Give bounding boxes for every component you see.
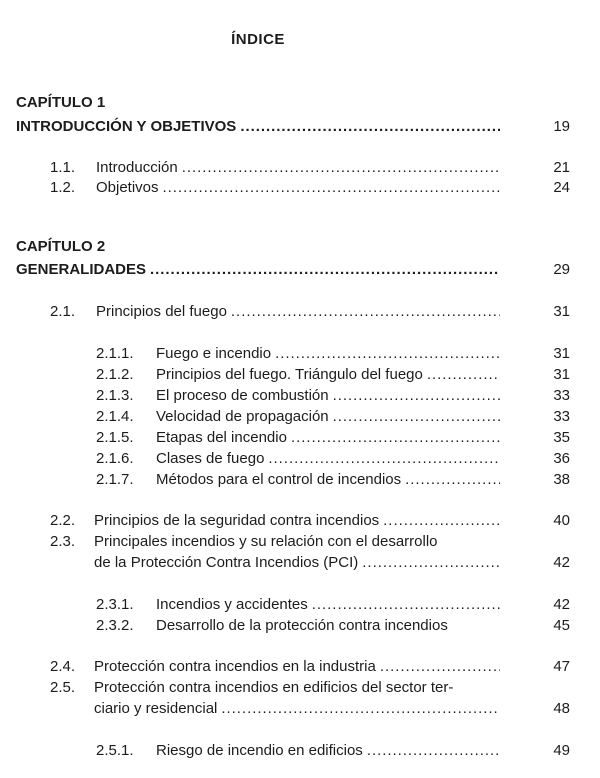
dot-leader	[333, 386, 500, 406]
section-title-line-2: ciario y residencial	[94, 700, 218, 717]
dot-leader	[163, 178, 500, 198]
toc-row	[96, 386, 570, 406]
dot-leader	[291, 428, 500, 448]
toc-row	[96, 616, 570, 636]
subsection-title: Velocidad de propagación	[156, 408, 329, 425]
dot-leader	[275, 344, 500, 364]
page-number: 38	[553, 471, 570, 488]
chapter-2-label: CAPÍTULO 2	[16, 238, 106, 255]
toc-entry	[94, 553, 500, 573]
toc-row	[96, 407, 570, 427]
subsection-number: 2.5.1.	[96, 742, 134, 759]
toc-entry	[156, 616, 500, 636]
subsection-title: Riesgo de incendio en edificios	[156, 742, 363, 759]
toc-entry	[156, 428, 500, 448]
dot-leader	[333, 407, 500, 427]
subsection-title: Desarrollo de la protección contra incendios	[156, 617, 448, 634]
toc-row	[96, 741, 570, 761]
page-number: 47	[553, 658, 570, 675]
subsection-title: Principios del fuego. Triángulo del fuego	[156, 366, 423, 383]
page-number: 33	[553, 387, 570, 404]
toc-entry	[96, 178, 500, 198]
toc-entry	[156, 386, 500, 406]
chapter-1-entry	[16, 117, 570, 137]
section-number: 1.1.	[50, 159, 76, 176]
page-number: 24	[553, 179, 570, 196]
toc-row	[50, 511, 570, 531]
toc-entry	[156, 365, 500, 385]
section-title: Principios de la seguridad contra incendios	[94, 512, 380, 529]
page-number: 35	[553, 429, 570, 446]
subsection-number: 2.1.1.	[96, 345, 134, 362]
subsection-title: Clases de fuego	[156, 450, 265, 467]
section-number: 2.3.	[50, 533, 76, 550]
chapter-1-label: CAPÍTULO 1	[16, 94, 106, 111]
subsection-number: 2.1.4.	[96, 408, 134, 425]
dot-leader	[383, 511, 500, 531]
subsection-number: 2.1.3.	[96, 387, 134, 404]
dot-leader	[427, 365, 500, 385]
section-title: Objetivos	[96, 179, 159, 196]
dot-leader	[150, 260, 500, 280]
toc-row	[50, 657, 570, 677]
section-title-line-2: de la Protección Contra Incendios (PCI)	[94, 554, 359, 571]
toc-row	[50, 553, 570, 573]
page-number: 45	[553, 617, 570, 634]
subsection-title: Etapas del incendio	[156, 429, 287, 446]
toc-row	[96, 365, 570, 385]
toc-row	[50, 302, 570, 322]
subsection-number: 2.1.2.	[96, 366, 134, 383]
dot-leader	[240, 117, 500, 137]
chapter-2-heading	[16, 237, 570, 257]
page-number: 31	[553, 345, 570, 362]
page-title: ÍNDICE	[231, 31, 285, 48]
chapter-2-entry	[16, 260, 570, 280]
section-number: 2.1.	[50, 303, 76, 320]
dot-leader	[221, 699, 500, 719]
toc-entry	[156, 470, 500, 490]
chapter-1-title: INTRODUCCIÓN Y OBJETIVOS	[16, 118, 237, 135]
toc-row	[50, 678, 570, 698]
section-title-line-1: Protección contra incendios en edificios del sector ter-	[94, 679, 454, 696]
toc-entry	[96, 158, 500, 178]
toc-row	[50, 158, 570, 178]
toc-row	[50, 532, 570, 552]
toc-entry	[156, 449, 500, 469]
page-number: 48	[553, 700, 570, 717]
subsection-title: Métodos para el control de incendios	[156, 471, 402, 488]
dot-leader	[182, 158, 500, 178]
toc-entry	[16, 117, 500, 137]
dot-leader	[312, 595, 500, 615]
section-title-line-1: Principales incendios y su relación con el desarrollo	[94, 533, 438, 550]
toc-entry	[16, 260, 500, 280]
subsection-title: El proceso de combustión	[156, 387, 329, 404]
subsection-title: Fuego e incendio	[156, 345, 272, 362]
toc-entry	[156, 741, 500, 761]
page-number: 31	[553, 303, 570, 320]
toc-row	[50, 699, 570, 719]
section-number: 2.2.	[50, 512, 76, 529]
page-number: 42	[553, 554, 570, 571]
subsection-title: Incendios y accidentes	[156, 596, 308, 613]
toc-row	[96, 344, 570, 364]
section-number: 1.2.	[50, 179, 76, 196]
section-number: 2.4.	[50, 658, 76, 675]
page-number: 33	[553, 408, 570, 425]
subsection-number: 2.3.1.	[96, 596, 134, 613]
toc-entry	[156, 407, 500, 427]
page-number: 19	[553, 118, 570, 135]
page-number: 42	[553, 596, 570, 613]
page-number: 21	[553, 159, 570, 176]
toc-entry	[96, 302, 500, 322]
dot-leader	[268, 449, 500, 469]
page-number: 40	[553, 512, 570, 529]
section-title: Introducción	[96, 159, 178, 176]
page-number: 36	[553, 450, 570, 467]
subsection-number: 2.1.5.	[96, 429, 134, 446]
toc-row	[50, 178, 570, 198]
toc-row	[96, 428, 570, 448]
dot-leader	[380, 657, 500, 677]
subsection-number: 2.1.7.	[96, 471, 134, 488]
toc-row	[96, 470, 570, 490]
dot-leader	[231, 302, 500, 322]
section-title: Principios del fuego	[96, 303, 227, 320]
dot-leader	[362, 553, 500, 573]
toc-row	[96, 449, 570, 469]
subsection-number: 2.1.6.	[96, 450, 134, 467]
section-number: 2.5.	[50, 679, 76, 696]
toc-entry	[94, 657, 500, 677]
subsection-number: 2.3.2.	[96, 617, 134, 634]
toc-entry	[156, 595, 500, 615]
toc-entry	[94, 511, 500, 531]
chapter-2-title: GENERALIDADES	[16, 261, 147, 278]
dot-leader	[367, 741, 500, 761]
chapter-1-heading	[16, 93, 570, 113]
page-number: 49	[553, 742, 570, 759]
toc-entry	[156, 344, 500, 364]
dot-leader	[405, 470, 500, 490]
page-number: 29	[553, 261, 570, 278]
toc-row	[96, 595, 570, 615]
page-number: 31	[553, 366, 570, 383]
toc-entry	[94, 699, 500, 719]
section-title: Protección contra incendios en la industria	[94, 658, 376, 675]
